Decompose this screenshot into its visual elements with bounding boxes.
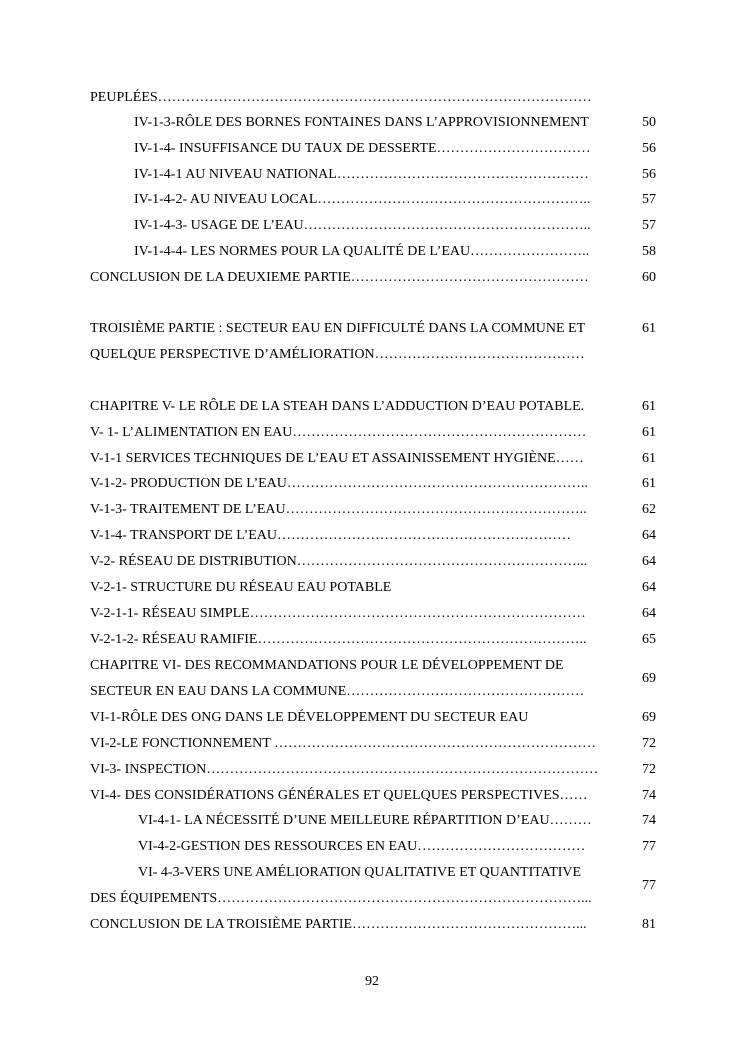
toc-entry-iv-1-3 [90,113,656,133]
toc-entry-v-1-4 [90,526,656,546]
toc-entry-conclusion-troisieme [90,915,656,935]
toc-entry-chapitre-vi [90,656,656,702]
toc-entry-text: CHAPITRE V- LE RÔLE DE LA STEAH DANS L’ADDUCTION D’EAU POTABLE. [90,399,585,414]
toc-entry-troisieme-partie [90,319,656,365]
toc-entry-page: 77 [642,878,656,893]
toc-entry-page: 57 [642,192,656,207]
toc-entry-vi-1 [90,708,656,728]
toc-entry-text: CONCLUSION DE LA DEUXIEME PARTIE…………………………………………… [90,270,589,285]
toc-entry-v-1-3 [90,500,656,520]
toc-entry-iv-1-4-1 [90,165,656,185]
toc-entry-text: VI-3- INSPECTION………………………………………………………………………… [90,762,599,777]
toc-entry-chapitre-v [90,397,656,417]
toc-entry-v-1-1 [90,449,656,469]
toc-entry-v-1 [90,423,656,443]
toc-entry-conclusion-deuxieme [90,268,656,288]
toc-entry-text: IV-1-4-3- USAGE DE L’EAU…………………………………………………….. [134,218,591,233]
toc-entry-vi-4-1 [90,811,656,831]
toc-entry-peuplees [90,88,656,108]
toc-entry-page: 62 [642,502,656,517]
toc-entry-page: 72 [642,762,656,777]
toc-entry-text: V-1-3- TRAITEMENT DE L’EAU……………………………………………………….. [90,502,587,517]
toc-entry-page: 61 [642,451,656,466]
toc-entry-text: VI-4-2-GESTION DES RESSOURCES EN EAU……………………………… [138,839,586,854]
toc-entry-text: V-2-1-1- RÉSEAU SIMPLE……………………………………………………………… [90,606,586,621]
toc-entry-text: V-1-4- TRANSPORT DE L’EAU……………………………………………………… [90,528,572,543]
toc-entry-page: 69 [642,710,656,725]
toc-entry-page: 77 [642,839,656,854]
toc-entry-vi-4 [90,786,656,806]
toc-entry-vi-3 [90,760,656,780]
toc-entry-page: 57 [642,218,656,233]
toc-entry-text: VI-4-1- LA NÉCESSITÉ D’UNE MEILLEURE RÉPARTITION D’EAU……… [138,813,592,828]
toc-entry-text: PEUPLÉES………………………………………………………………………………… [90,90,592,105]
toc-entry-text: IV-1-4-1 AU NIVEAU NATIONAL……………………………………………… [134,167,589,182]
toc-entry-page: 72 [642,736,656,751]
toc-entry-iv-1-4-4 [90,242,656,262]
toc-entry-page: 74 [642,788,656,803]
toc-entry-page: 64 [642,580,656,595]
toc-entry-v-2-1-1 [90,604,656,624]
toc-entry-page: 69 [642,671,656,686]
toc-entry-page: 64 [642,606,656,621]
toc-entry-page: 61 [642,476,656,491]
toc-entry-text: VI-2-LE FONCTIONNEMENT …………………………………………………………… [90,736,597,751]
toc-entry-v-1-2 [90,474,656,494]
toc-entry-page: 61 [642,321,656,336]
toc-entry-text: IV-1-4- INSUFFISANCE DU TAUX DE DESSERTE…………………………… [134,141,591,156]
toc-entry-page: 65 [642,632,656,647]
toc-entry-page: 56 [642,167,656,182]
toc-entry-text: IV-1-4-4- LES NORMES POUR LA QUALITÉ DE L’EAU…………………….. [134,244,590,259]
toc-entry-iv-1-4 [90,139,656,159]
toc-entry-page: 58 [642,244,656,259]
toc-entry-v-2-1-2 [90,630,656,650]
toc-entry-page: 60 [642,270,656,285]
toc-entry-vi-2 [90,734,656,754]
toc-entry-iv-1-4-3 [90,216,656,236]
toc-entry-text: CONCLUSION DE LA TROISIÈME PARTIE…………………………………………... [90,917,587,932]
toc-entry-vi-4-2 [90,837,656,857]
toc-entry-text-line2: QUELQUE PERSPECTIVE D’AMÉLIORATION……………………………………… [90,347,585,362]
toc-entry-v-2 [90,552,656,572]
toc-entry-text: V- 1- L’ALIMENTATION EN EAU……………………………………………………… [90,425,587,440]
toc-entry-text-line1: VI- 4-3-VERS UNE AMÉLIORATION QUALITATIVE ET QUANTITATIVE [138,865,582,880]
toc-entry-text-line2: SECTEUR EN EAU DANS LA COMMUNE…………………………………………… [90,684,585,699]
toc-entry-text-line2: DES ÉQUIPEMENTS……………………………………………………………………... [90,891,592,906]
toc-entry-v-2-1 [90,578,656,598]
toc-entry-page: 61 [642,425,656,440]
toc-entry-page: 50 [642,115,656,130]
toc-entry-page: 61 [642,399,656,414]
toc-entry-text: V-1-2- PRODUCTION DE L’EAU……………………………………………………….. [90,476,588,491]
toc-entry-text: IV-1-3-RÔLE DES BORNES FONTAINES DANS L’APPROVISIONNEMENT [134,115,589,130]
toc-entry-text: VI-4- DES CONSIDÉRATIONS GÉNÉRALES ET QUELQUES PERSPECTIVES…… [90,788,588,803]
toc-entry-text: V-2-1- STRUCTURE DU RÉSEAU EAU POTABLE [90,580,392,595]
toc-entry-text-line1: TROISIÈME PARTIE : SECTEUR EAU EN DIFFICULTÉ DANS LA COMMUNE ET [90,321,586,336]
page-number: 92 [365,974,379,989]
toc-entry-vi-4-3 [90,863,656,909]
toc-entry-text: V-2- RÉSEAU DE DISTRIBUTION……………………………………………………... [90,554,588,569]
toc-entry-iv-1-4-2 [90,190,656,210]
toc-entry-text: V-2-1-2- RÉSEAU RAMIFIE…………………………………………………………….. [90,632,587,647]
toc-entry-page: 81 [642,917,656,932]
toc-entry-page: 64 [642,554,656,569]
toc-entry-page: 64 [642,528,656,543]
toc-entry-page: 74 [642,813,656,828]
toc-entry-text: VI-1-RÔLE DES ONG DANS LE DÉVELOPPEMENT DU SECTEUR EAU [90,710,529,725]
toc-entry-text: IV-1-4-2- AU NIVEAU LOCAL………………………………………………….. [134,192,591,207]
toc-entry-page: 56 [642,141,656,156]
toc-entry-text: V-1-1 SERVICES TECHNIQUES DE L’EAU ET ASSAINISSEMENT HYGIÈNE…… [90,451,584,466]
toc-entry-text-line1: CHAPITRE VI- DES RECOMMANDATIONS POUR LE DÉVELOPPEMENT DE [90,658,564,673]
